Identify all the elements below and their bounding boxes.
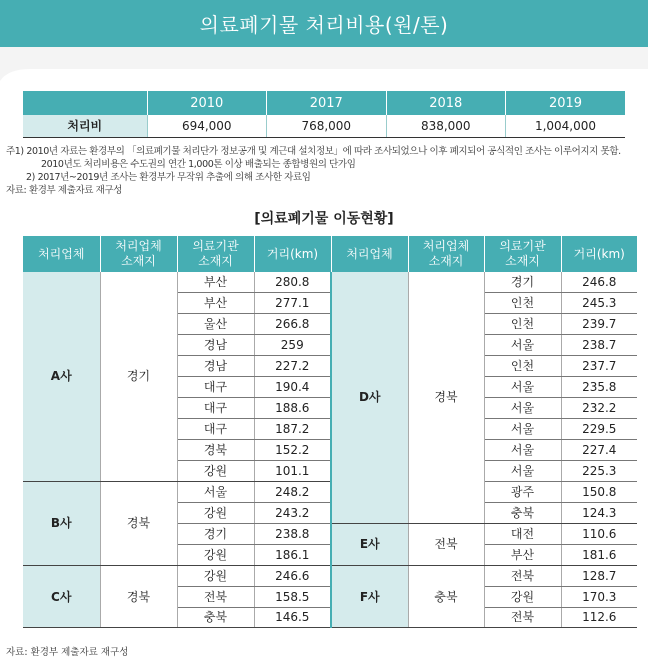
- company-name: C사: [23, 565, 100, 628]
- source-location: 강원: [484, 586, 561, 607]
- cost-value: 768,000: [267, 115, 387, 137]
- cost-row: [23, 115, 625, 137]
- source-location: 서울: [484, 377, 561, 398]
- distance-value: 237.7: [561, 356, 637, 377]
- company-location: 전북: [408, 523, 484, 565]
- source-location: 서울: [484, 398, 561, 419]
- cost-header-2018: 2018: [386, 91, 506, 115]
- decorative-curve: [0, 47, 648, 87]
- header-company: 처리업체: [23, 236, 100, 272]
- movement-header-row: [23, 236, 637, 272]
- cost-header-2019: 2019: [506, 91, 626, 115]
- source-location: 울산: [177, 314, 254, 335]
- source-location: 충북: [484, 502, 561, 523]
- distance-value: 229.5: [561, 419, 637, 440]
- source-location: 서울: [484, 460, 561, 481]
- distance-value: 266.8: [254, 314, 331, 335]
- header-source-location: 의료기관 소재지: [484, 236, 561, 272]
- movement-table: [23, 236, 637, 628]
- source-location: 강원: [177, 565, 254, 586]
- source-location: 전북: [177, 586, 254, 607]
- distance-value: 277.1: [254, 293, 331, 314]
- distance-value: 227.2: [254, 356, 331, 377]
- source-location: 부산: [484, 544, 561, 565]
- distance-value: 245.3: [561, 293, 637, 314]
- company-name: F사: [331, 565, 408, 628]
- cost-value: 694,000: [147, 115, 267, 137]
- source-location: 서울: [484, 419, 561, 440]
- company-location: 충북: [408, 565, 484, 628]
- cost-table: [23, 91, 625, 138]
- source-note-bottom: 자료: 환경부 제출자료 재구성: [6, 647, 129, 658]
- source-location: 경기: [484, 272, 561, 293]
- distance-value: 243.2: [254, 502, 331, 523]
- distance-value: 186.1: [254, 544, 331, 565]
- source-location: 부산: [177, 293, 254, 314]
- distance-value: 128.7: [561, 565, 637, 586]
- cost-row-label: 처리비: [23, 115, 147, 137]
- company-location: 경북: [100, 481, 177, 565]
- distance-value: 170.3: [561, 586, 637, 607]
- distance-value: 259: [254, 335, 331, 356]
- source-location: 충북: [177, 607, 254, 628]
- distance-value: 190.4: [254, 377, 331, 398]
- company-name: E사: [331, 523, 408, 565]
- table-row: [23, 481, 637, 502]
- source-location: 경북: [177, 440, 254, 461]
- distance-value: 112.6: [561, 607, 637, 628]
- distance-value: 246.8: [561, 272, 637, 293]
- distance-value: 239.7: [561, 314, 637, 335]
- distance-value: 146.5: [254, 607, 331, 628]
- header-company: 처리업체: [331, 236, 408, 272]
- distance-value: 238.8: [254, 523, 331, 544]
- movement-title: [의료폐기물 이동현황]: [254, 211, 394, 227]
- distance-value: 150.8: [561, 481, 637, 502]
- distance-value: 181.6: [561, 544, 637, 565]
- title-banner: [0, 0, 648, 47]
- company-name: A사: [23, 272, 100, 481]
- distance-value: 124.3: [561, 502, 637, 523]
- distance-value: 235.8: [561, 377, 637, 398]
- source-location: 대구: [177, 377, 254, 398]
- source-location: 강원: [177, 460, 254, 481]
- cost-header-2010: 2010: [147, 91, 267, 115]
- company-name: B사: [23, 481, 100, 565]
- cost-header-2017: 2017: [267, 91, 387, 115]
- distance-value: 280.8: [254, 272, 331, 293]
- cost-header-row: [23, 91, 625, 115]
- header-company-location: 처리업체 소재지: [100, 236, 177, 272]
- distance-value: 246.6: [254, 565, 331, 586]
- distance-value: 227.4: [561, 440, 637, 461]
- distance-value: 232.2: [561, 398, 637, 419]
- source-location: 부산: [177, 272, 254, 293]
- source-location: 서울: [177, 481, 254, 502]
- cost-value: 1,004,000: [506, 115, 626, 137]
- company-location: 경북: [408, 272, 484, 523]
- source-location: 강원: [177, 502, 254, 523]
- distance-value: 158.5: [254, 586, 331, 607]
- page-title: 의료폐기물 처리비용(원/톤): [199, 13, 449, 37]
- company-location: 경북: [100, 565, 177, 628]
- source-location: 강원: [177, 544, 254, 565]
- table-row: [23, 272, 637, 293]
- footnote-2: 2) 2017년~2019년 조사는 환경부가 무작위 추출에 의해 조사한 자료임: [26, 172, 311, 183]
- table-row: [23, 565, 637, 586]
- source-location: 경기: [177, 523, 254, 544]
- header-source-location: 의료기관 소재지: [177, 236, 254, 272]
- company-name: D사: [331, 272, 408, 523]
- header-company-location: 처리업체 소재지: [408, 236, 484, 272]
- source-location: 전북: [484, 565, 561, 586]
- source-location: 서울: [484, 440, 561, 461]
- source-location: 대전: [484, 523, 561, 544]
- footnote-1: 주1) 2010년 자료는 환경부의 「의료폐기물 처리단가 정보공개 및 계근대 설치정보」에 따라 조사되었으나 이후 폐지되어 공식적인 조사는 이루어지지 못함.: [6, 146, 621, 157]
- source-location: 경남: [177, 356, 254, 377]
- source-note: 자료: 환경부 제출자료 재구성: [6, 185, 122, 196]
- footnote-1-continued: 2010년도 처리비용은 수도권의 연간 1,000톤 이상 배출되는 종합병원의 단가임: [41, 159, 356, 170]
- distance-value: 110.6: [561, 523, 637, 544]
- source-location: 인천: [484, 293, 561, 314]
- source-location: 인천: [484, 356, 561, 377]
- cost-value: 838,000: [386, 115, 506, 137]
- distance-value: 101.1: [254, 460, 331, 481]
- footnotes: [6, 145, 646, 197]
- source-location: 광주: [484, 481, 561, 502]
- source-location: 경남: [177, 335, 254, 356]
- distance-value: 238.7: [561, 335, 637, 356]
- source-location: 대구: [177, 419, 254, 440]
- header-distance: 거리(km): [561, 236, 637, 272]
- distance-value: 187.2: [254, 419, 331, 440]
- source-location: 대구: [177, 398, 254, 419]
- distance-value: 152.2: [254, 440, 331, 461]
- cost-header-blank: [23, 91, 147, 115]
- company-location: 경기: [100, 272, 177, 481]
- source-location: 서울: [484, 335, 561, 356]
- source-location: 인천: [484, 314, 561, 335]
- distance-value: 248.2: [254, 481, 331, 502]
- source-location: 전북: [484, 607, 561, 628]
- distance-value: 225.3: [561, 460, 637, 481]
- header-distance: 거리(km): [254, 236, 331, 272]
- distance-value: 188.6: [254, 398, 331, 419]
